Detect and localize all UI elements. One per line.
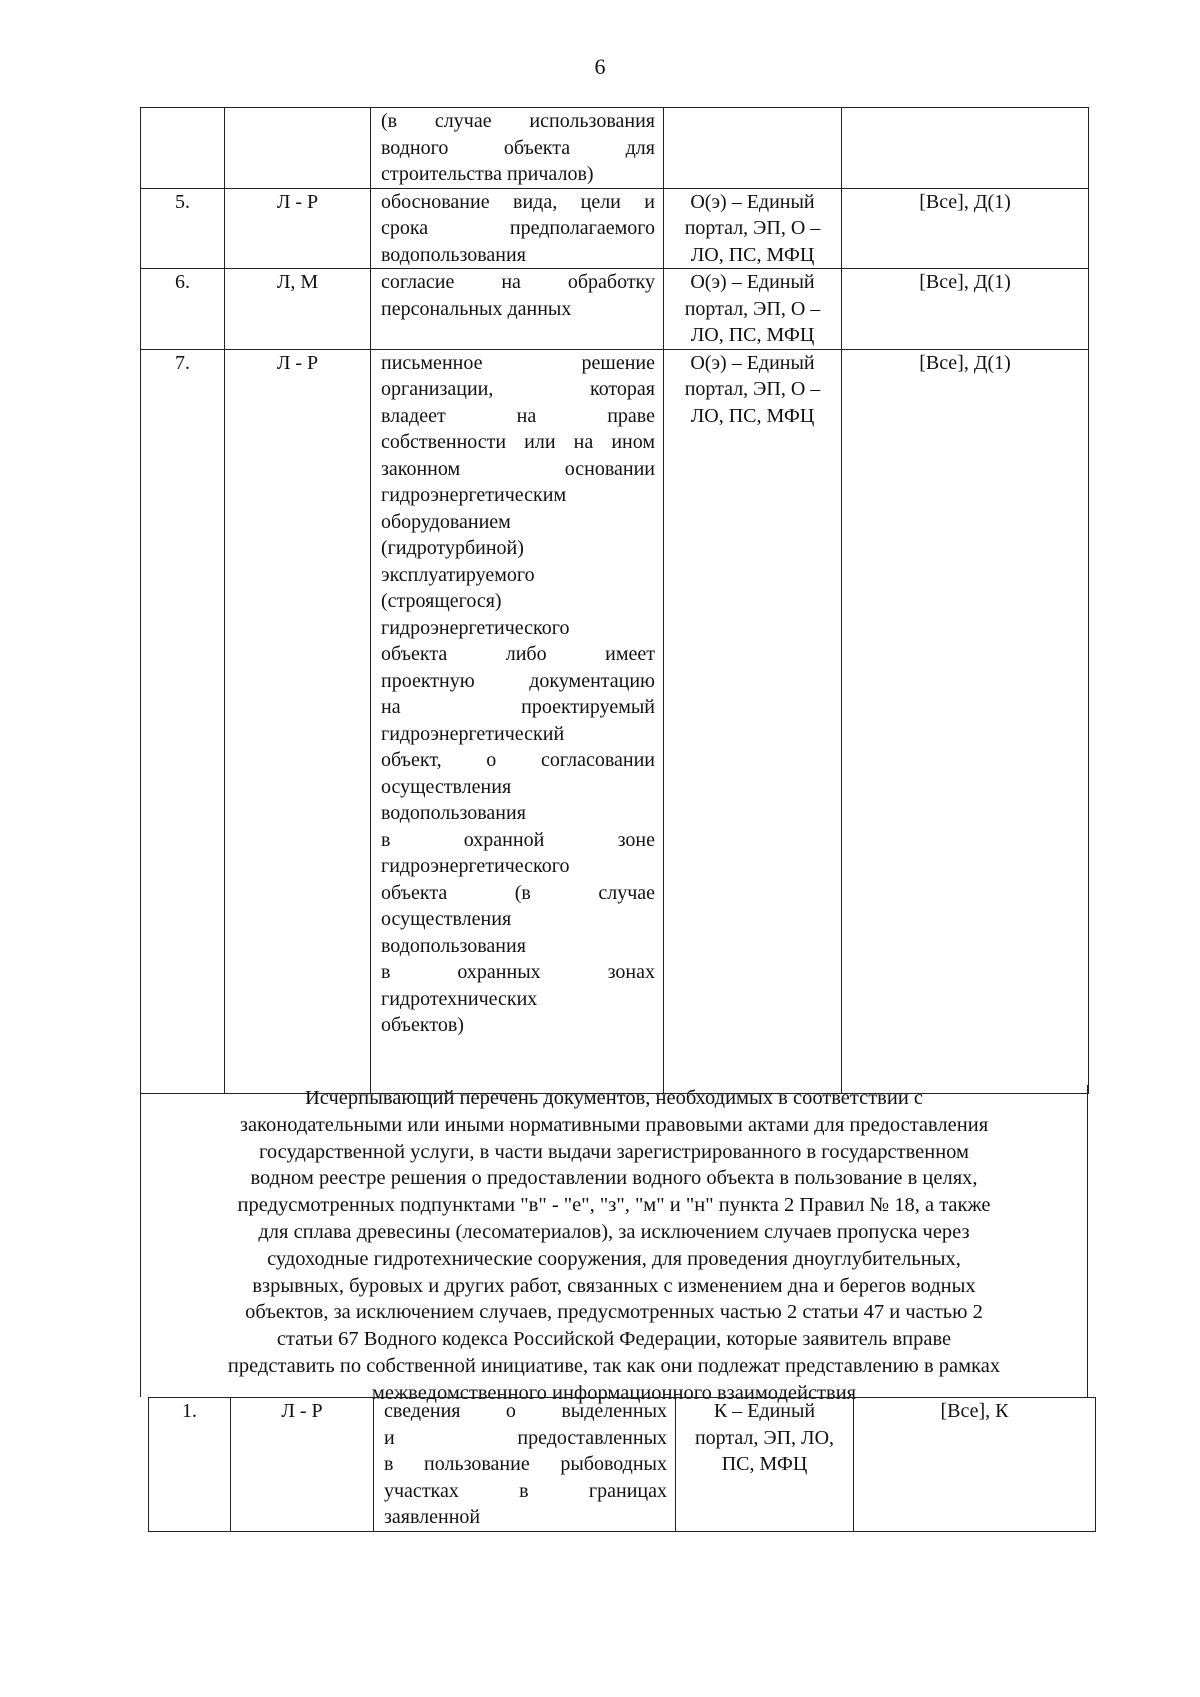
document-line: водопользования bbox=[381, 934, 526, 957]
heading-line: предусмотренных подпунктами "в" - "е", "з", "м" и "н" пункта 2 Правил № 18, а также bbox=[237, 1194, 991, 1217]
document-line: в охранной зоне bbox=[381, 828, 655, 851]
heading-line: государственной услуги, в части выдачи зарегистрированного в государственном bbox=[258, 1140, 970, 1163]
submission-method-cell bbox=[664, 349, 842, 1093]
submission-method-cell bbox=[676, 1398, 854, 1532]
table-row bbox=[149, 1398, 1096, 1532]
document-line: гидротехнических bbox=[381, 987, 538, 1010]
page-number: 6 bbox=[594, 54, 606, 79]
applicant-category-cell bbox=[231, 1398, 374, 1532]
document-line: (строящегося) bbox=[381, 590, 502, 612]
heading-line: законодательными или иными нормативными правовыми актами для предоставления bbox=[239, 1113, 989, 1136]
applicant-category: Л - Р bbox=[281, 1400, 323, 1422]
document-description-cell bbox=[371, 188, 664, 269]
document-line: гидроэнергетического bbox=[381, 855, 570, 877]
method-line: портал, ЭП, О – bbox=[684, 297, 821, 320]
document-line: объект, о согласовании bbox=[381, 749, 655, 771]
method-line: ЛО, ПС, МФЦ bbox=[690, 324, 815, 346]
applicant-category-cell bbox=[225, 108, 371, 189]
submission-method-cell bbox=[664, 108, 842, 189]
applicant-category: Л - Р bbox=[276, 190, 319, 213]
document-description-cell bbox=[374, 1398, 676, 1532]
result-cell bbox=[842, 349, 1089, 1093]
document-line: осуществления bbox=[381, 775, 512, 798]
applicant-category: Л, М bbox=[276, 271, 319, 293]
document-line: участках в границах bbox=[384, 1479, 667, 1502]
applicant-category-cell bbox=[225, 269, 371, 350]
row-number: 1. bbox=[182, 1400, 197, 1422]
applicant-category-cell bbox=[225, 349, 371, 1093]
document-line: и предоставленных bbox=[384, 1426, 667, 1449]
document-line: законном основании bbox=[381, 457, 655, 480]
method-line: ЛО, ПС, МФЦ bbox=[690, 243, 815, 266]
document-line: гидроэнергетический bbox=[381, 722, 565, 745]
document-line: (гидротурбиной) bbox=[381, 537, 524, 559]
row-number-cell bbox=[141, 188, 225, 269]
document-line: гидроэнергетическим bbox=[381, 484, 567, 506]
document-line: в пользование рыбоводных bbox=[384, 1453, 667, 1475]
submission-method-cell bbox=[664, 188, 842, 269]
document-description-cell bbox=[371, 349, 664, 1093]
document-line: обоснование вида, цели и bbox=[381, 190, 655, 213]
row-number-cell bbox=[141, 349, 225, 1093]
document-description-cell bbox=[371, 269, 664, 350]
applicant-category-cell bbox=[225, 188, 371, 269]
table-row bbox=[141, 349, 1089, 1093]
document-line: письменное решение bbox=[381, 351, 655, 374]
documents-table-top bbox=[140, 107, 1089, 1094]
result-value: [Все], Д(1) bbox=[919, 271, 1011, 293]
document-line: в охранных зонах bbox=[381, 961, 655, 983]
document-line: объекта (в случае bbox=[381, 881, 655, 904]
document-line: гидроэнергетического bbox=[381, 616, 570, 639]
row-number-cell bbox=[149, 1398, 231, 1532]
document-line: объектов) bbox=[381, 1014, 464, 1036]
section-heading bbox=[140, 1085, 1088, 1404]
method-line: О(э) – Единый bbox=[690, 271, 815, 293]
document-line: строительства причалов) bbox=[381, 163, 594, 185]
result-value: [Все], Д(1) bbox=[919, 351, 1011, 374]
heading-line: водном реестре решения о предоставлении водного объекта в пользование в целях, bbox=[250, 1167, 978, 1190]
document-description-cell bbox=[371, 108, 664, 189]
method-line: ПС, МФЦ bbox=[721, 1453, 808, 1475]
method-line: О(э) – Единый bbox=[690, 351, 815, 374]
method-line: портал, ЭП, О – bbox=[684, 378, 821, 400]
document-line: организации, которая bbox=[381, 378, 655, 400]
document-line: водопользования bbox=[381, 243, 526, 266]
row-number: 6. bbox=[175, 271, 190, 293]
result-value: [Все], К bbox=[940, 1400, 1009, 1422]
document-line: объекта либо имеет bbox=[381, 643, 655, 665]
document-line: водопользования bbox=[381, 802, 526, 824]
row-number: 7. bbox=[175, 351, 190, 374]
method-line: портал, ЭП, ЛО, bbox=[694, 1426, 835, 1449]
table-row bbox=[141, 188, 1089, 269]
row-number-cell bbox=[141, 269, 225, 350]
heading-line: статьи 67 Водного кодекса Российской Федерации, которые заявитель вправе bbox=[276, 1328, 952, 1351]
document-line: собственности или на ином bbox=[381, 431, 655, 453]
document-line: (в случае использования bbox=[381, 110, 655, 132]
document-line: сведения о выделенных bbox=[384, 1400, 667, 1422]
row-number-cell bbox=[141, 108, 225, 189]
document-line: владеет на праве bbox=[381, 404, 655, 427]
heading-line: объектов, за исключением случаев, предусмотренных частью 2 статьи 47 и частью 2 bbox=[245, 1301, 983, 1324]
submission-method-cell bbox=[664, 269, 842, 350]
heading-line: Исчерпывающий перечень документов, необходимых в соответствии с bbox=[304, 1087, 924, 1109]
document-line: заявленной bbox=[384, 1506, 481, 1528]
heading-line: межведомственного информационного взаимодействия bbox=[371, 1381, 857, 1404]
heading-line: взрывных, буровых и других работ, связанных с изменением дна и берегов водных bbox=[252, 1274, 976, 1297]
heading-line: представить по собственной инициативе, так как они подлежат представлению в рамках bbox=[227, 1354, 1001, 1377]
heading-line: судоходные гидротехнические сооружения, для проведения дноуглубительных, bbox=[267, 1247, 961, 1270]
document-line: согласие на обработку bbox=[381, 271, 655, 293]
document-line: эксплуатируемого bbox=[381, 563, 535, 586]
document-line: срока предполагаемого bbox=[381, 217, 655, 239]
result-value: [Все], Д(1) bbox=[919, 190, 1011, 213]
result-cell bbox=[854, 1398, 1096, 1532]
document-line: персональных данных bbox=[381, 297, 572, 320]
document-line: проектную документацию bbox=[381, 669, 655, 692]
document-line: осуществления bbox=[381, 908, 512, 930]
result-cell bbox=[842, 269, 1089, 350]
document-line: водного объекта для bbox=[381, 136, 655, 159]
method-line: ЛО, ПС, МФЦ bbox=[690, 404, 815, 427]
table-row bbox=[141, 269, 1089, 350]
documents-table-bottom bbox=[148, 1397, 1096, 1532]
method-line: К – Единый bbox=[713, 1400, 816, 1422]
heading-line: для сплава древесины (лесоматериалов), за исключением случаев пропуска через bbox=[258, 1220, 970, 1243]
document-line: оборудованием bbox=[381, 510, 511, 533]
method-line: портал, ЭП, О – bbox=[684, 217, 821, 239]
row-number: 5. bbox=[175, 190, 190, 213]
method-line: О(э) – Единый bbox=[690, 190, 815, 213]
document-line: на проектируемый bbox=[381, 696, 655, 718]
table-row bbox=[141, 108, 1089, 189]
result-cell bbox=[842, 108, 1089, 189]
result-cell bbox=[842, 188, 1089, 269]
applicant-category: Л - Р bbox=[276, 351, 319, 374]
